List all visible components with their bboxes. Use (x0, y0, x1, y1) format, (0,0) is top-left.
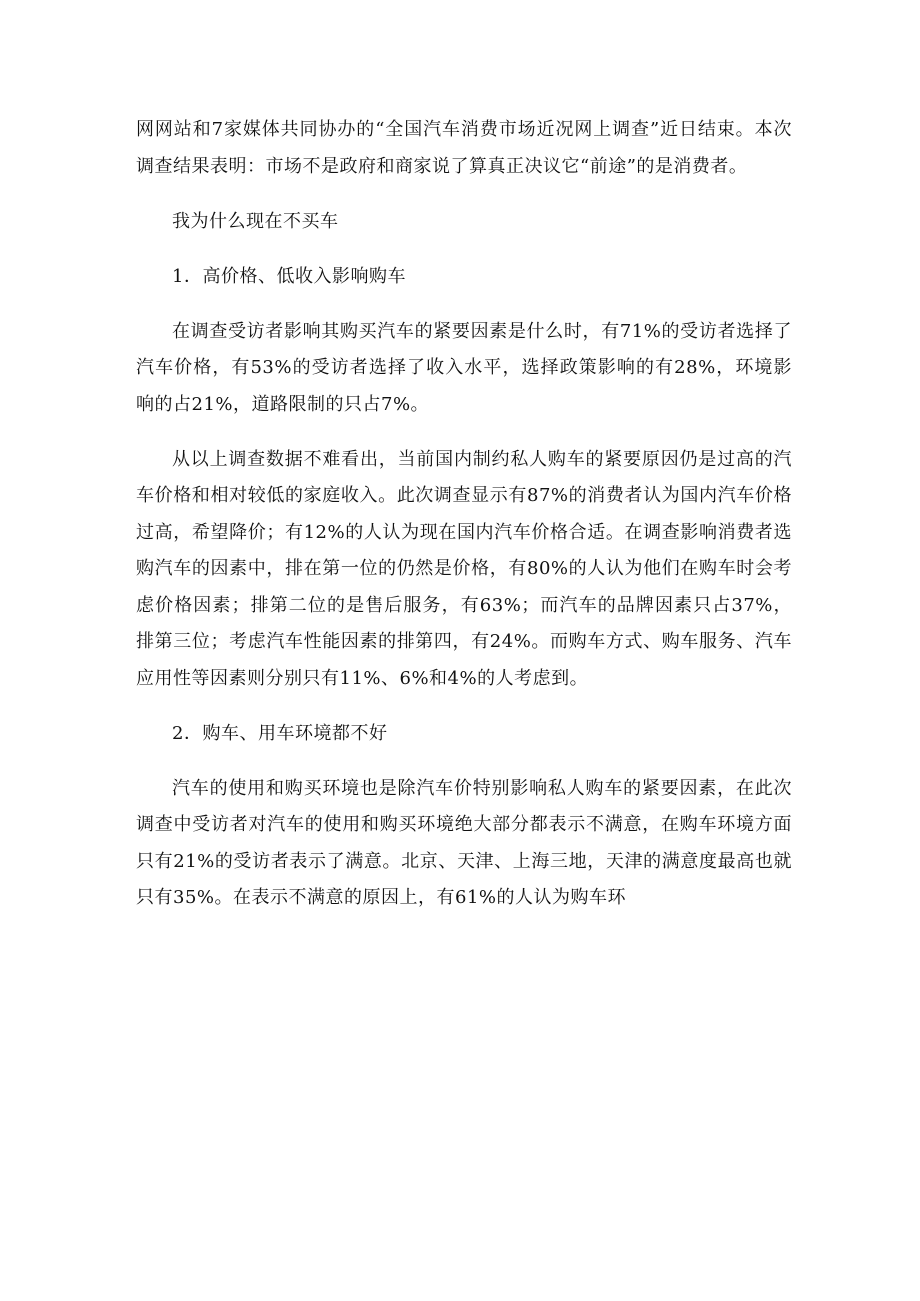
paragraph-environment-satisfaction: 汽车的使用和购买环境也是除汽车价特别影响私人购车的紧要因素，在此次调查中受访者对汽车的使用和购买环境绝大部分都表示不满意，在购车环境方面只有21%的受访者表示了满意。北京、天津、上海三地，天津的满意度最高也就只有35%。在表示不满意的原因上，有61%的人认为购车环 (136, 777, 792, 908)
paragraph-purchase-factors: 在调查受访者影响其购买汽车的紧要因素是什么时，有71%的受访者选择了汽车价格，有53%的受访者选择了收入水平，选择政策影响的有28%，环境影响的占21%，道路限制的只占7%。 (136, 320, 792, 415)
section-heading-why-not-buy: 我为什么现在不买车 (172, 210, 339, 232)
subheading-environment: 2．购车、用车环境都不好 (172, 722, 388, 744)
subheading-price-income: 1．高价格、低收入影响购车 (172, 265, 406, 287)
document-body (136, 112, 792, 935)
paragraph-survey-analysis: 从以上调查数据不难看出，当前国内制约私人购车的紧要原因仍是过高的汽车价格和相对较低的家庭收入。此次调查显示有87%的消费者认为国内汽车价格过高，希望降价；有12%的人认为现在国内汽车价格合适。在调查影响消费者选购汽车的因素中，排在第一位的仍然是价格，有80%的人认为他们在购车时会考虑价格因素；排第二位的是售后服务，有63%；而汽车的品牌因素只占37%，排第三位；考虑汽车性能因素的排第四，有24%。而购车方式、购车服务、汽车应用性等因素则分别只有11%、6%和4%的人考虑到。 (136, 448, 792, 689)
paragraph-intro-continuation: 网网站和7家媒体共同协办的“全国汽车消费市场近况网上调查”近日结束。本次调查结果表明：市场不是政府和商家说了算真正决议它“前途”的是消费者。 (136, 119, 792, 177)
